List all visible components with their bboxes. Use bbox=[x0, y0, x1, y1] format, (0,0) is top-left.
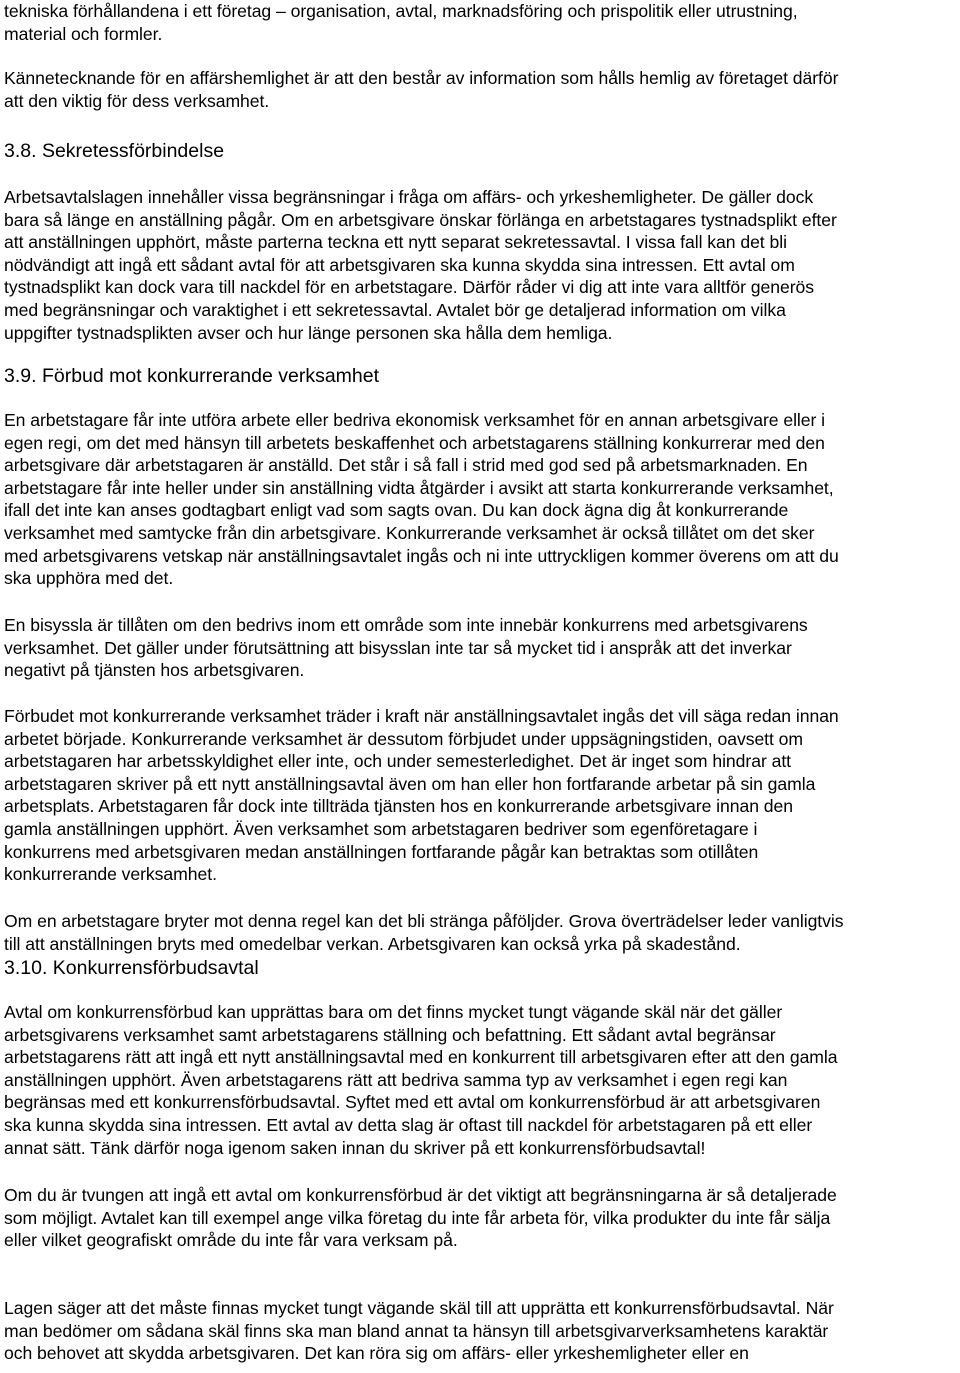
paragraph-3-10-b bbox=[4, 1184, 958, 1252]
paragraph-3-10-a bbox=[4, 1001, 958, 1159]
text-line: material och formler. bbox=[4, 23, 163, 44]
text-line: arbetsplats. Arbetstagaren får dock inte tillträda tjänsten hos en konkurrerande arbetsgivare innan den bbox=[4, 796, 794, 817]
paragraph-3-9-b bbox=[4, 614, 958, 682]
text-line: negativt på tjänsten hos arbetsgivaren. bbox=[4, 660, 305, 681]
text-line: Om du är tvungen att ingå ett avtal om konkurrensförbud är det viktigt att begränsningarna är så detaljerade bbox=[4, 1185, 837, 1205]
text-line: med arbetsgivarens vetskap när anställningsavtalet ingås och ni inte uttryckligen kommer överens om att du bbox=[4, 545, 839, 566]
section-heading-3-9: 3.9. Förbud mot konkurrerande verksamhet bbox=[4, 365, 380, 387]
text-line: bara så länge en anställning pågår. Om en arbetsgivare önskar förlänga en arbetstagares tystnadsplikt efter bbox=[4, 209, 837, 230]
text-line: gamla anställningen upphört. Även verksamhet som arbetstagaren bedriver som egenföretagare i bbox=[4, 818, 758, 839]
text-line: Förbudet mot konkurrerande verksamhet träder i kraft när anställningsavtalet ingås det vill säga redan innan bbox=[4, 706, 839, 726]
paragraph-3-10-c bbox=[4, 1297, 958, 1365]
section-heading-3-10: 3.10. Konkurrensförbudsavtal bbox=[4, 957, 259, 979]
text-line: och behovet att skydda arbetsgivaren. Det kan röra sig om affärs- eller yrkeshemligheter eller en bbox=[4, 1343, 749, 1364]
text-line: uppgifter tystnadsplikten avser och hur länge personen ska hålla dem hemliga. bbox=[4, 322, 613, 343]
text-line: som möjligt. Avtalet kan till exempel ange vilka företag du inte får arbeta för, vilka produkter du inte får sälja bbox=[4, 1207, 831, 1228]
text-line: man bedömer om sådana skäl finns ska man bland annat ta hänsyn till arbetsgivarverksamhetens karaktär bbox=[4, 1320, 829, 1341]
text-line: arbetet började. Konkurrerande verksamhet är dessutom förbjudet under uppsägningstiden, oavsett om bbox=[4, 728, 804, 749]
text-line: eller vilket geografiskt område du inte får vara verksam på. bbox=[4, 1230, 458, 1251]
section-heading-3-8: 3.8. Sekretessförbindelse bbox=[4, 140, 225, 162]
text-line: begränsas med ett konkurrensförbudsavtal. Syftet med ett avtal om konkurrensförbud är att arbetsgivaren bbox=[4, 1092, 821, 1113]
text-line: ska kunna skydda sina intressen. Ett avtal av detta slag är oftast till nackdel för arbetstagaren på ett eller bbox=[4, 1114, 813, 1135]
text-line: att anställningen upphört, måste parterna teckna ett nytt separat sekretessavtal. I vissa fall kan det bli bbox=[4, 232, 787, 253]
text-line: tystnadsplikt kan dock vara till nackdel för en arbetstagare. Därför råder vi dig att inte vara alltför generös bbox=[4, 277, 815, 298]
text-line: ifall det inte kan anses godtagbart enligt vad som sagts ovan. Du kan dock ägna dig åt konkurrerande bbox=[4, 500, 789, 521]
text-line: arbetstagaren har arbetsskyldighet eller inte, och under semesterledighet. Det är inget som hindrar att bbox=[4, 751, 791, 772]
text-line: Om en arbetstagare bryter mot denna regel kan det bli stränga påföljder. Grova överträdelser leder vanligtvis bbox=[4, 911, 844, 931]
text-line: till att anställningen bryts med omedelbar verkan. Arbetsgivaren kan också yrka på skadestånd. bbox=[4, 933, 741, 954]
text-line: konkurrerande verksamhet. bbox=[4, 864, 217, 885]
text-line: tekniska förhållandena i ett företag – organisation, avtal, marknadsföring och prispolitik eller utrustning, bbox=[4, 1, 798, 21]
text-line: konkurrens med arbetsgivaren medan anställningen fortfarande pågår kan betraktas som otillåten bbox=[4, 841, 759, 862]
paragraph-3-8 bbox=[4, 186, 958, 344]
text-line: arbetstagarens rätt att ingå ett nytt anställningsavtal med en konkurrent till arbetsgivaren efter att den gamla bbox=[4, 1047, 838, 1068]
text-line: Arbetsavtalslagen innehåller vissa begränsningar i fråga om affärs- och yrkeshemligheter. De gäller dock bbox=[4, 187, 814, 207]
text-line: En arbetstagare får inte utföra arbete eller bedriva ekonomisk verksamhet för en annan arbetsgivare eller i bbox=[4, 410, 826, 430]
text-line: Kännetecknande för en affärshemlighet är att den består av information som hålls hemlig av företaget därför bbox=[4, 68, 839, 88]
text-line: arbetstagaren skriver på ett nytt anställningsavtal även om han eller hon fortfarande arbetar på sin gamla bbox=[4, 773, 816, 794]
text-line: Lagen säger att det måste finnas mycket tungt vägande skäl till att upprätta ett konkurrensförbudsavtal. När bbox=[4, 1298, 834, 1318]
text-line: ska upphöra med det. bbox=[4, 568, 174, 589]
text-line: verksamhet. Det gäller under förutsättning att bisysslan inte tar så mycket tid i anspråk att det inverkar bbox=[4, 637, 792, 658]
text-line: nödvändigt att ingå ett sådant avtal för att arbetsgivaren ska kunna skydda sina intressen. Ett avtal om bbox=[4, 254, 795, 275]
text-line: egen regi, om det med hänsyn till arbetets beskaffenhet och arbetstagarens ställning konkurrerar med den bbox=[4, 432, 825, 453]
text-line: En bisyssla är tillåten om den bedrivs inom ett område som inte innebär konkurrens med arbetsgivarens bbox=[4, 615, 808, 635]
text-line: annat sätt. Tänk därför noga igenom saken innan du skriver på ett konkurrensförbudsavtal! bbox=[4, 1137, 706, 1158]
text-line: Avtal om konkurrensförbud kan upprättas bara om det finns mycket tungt vägande skäl när det gäller bbox=[4, 1002, 783, 1022]
paragraph-3-9-a bbox=[4, 409, 958, 590]
text-line: arbetsgivarens verksamhet samt arbetstagarens ställning och befattning. Ett sådant avtal begränsar bbox=[4, 1024, 776, 1045]
paragraph-3-9-c bbox=[4, 705, 958, 886]
paragraph-intro bbox=[4, 0, 958, 45]
paragraph-affarshemlighet bbox=[4, 67, 958, 112]
text-line: arbetstagare får inte heller under sin anställning vidta åtgärder i avsikt att starta konkurrerande verksamhet, bbox=[4, 477, 834, 498]
paragraph-3-9-d bbox=[4, 910, 958, 955]
text-line: anställningen upphört. Även arbetstagarens rätt att bedriva samma typ av verksamhet i egen regi kan bbox=[4, 1069, 788, 1090]
text-line: att den viktig för dess verksamhet. bbox=[4, 90, 270, 111]
text-line: med begränsningar och varaktighet i ett sekretessavtal. Avtalet bör ge detaljerad information om vilka bbox=[4, 299, 786, 320]
text-line: verksamhet med samtycke från din arbetsgivare. Konkurrerande verksamhet är också tillåtet om det sker bbox=[4, 522, 815, 543]
text-line: arbetsgivare där arbetstagaren är anställd. Det står i så fall i strid med god sed på arbetsmarknaden. En bbox=[4, 455, 808, 476]
